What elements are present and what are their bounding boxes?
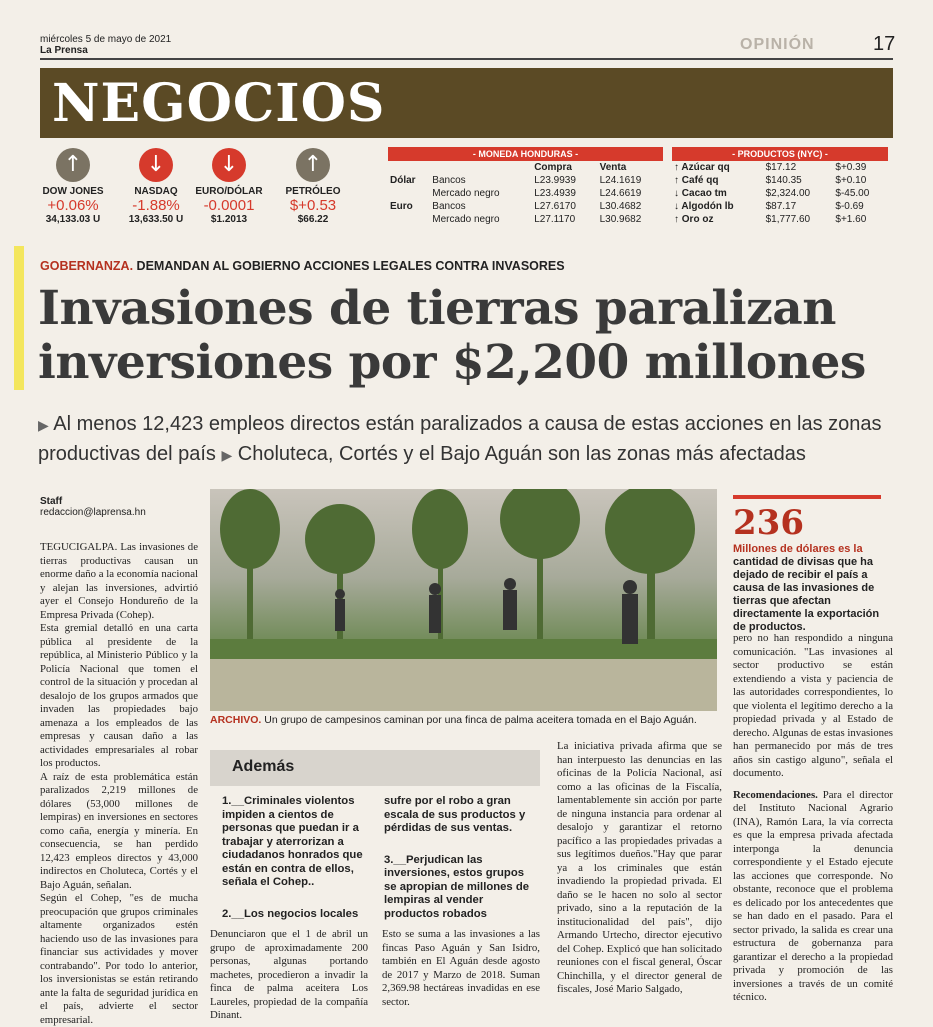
market-name: EURO/DÓLAR: [195, 186, 263, 197]
market-change: -0.0001: [203, 197, 255, 214]
section-title: NEGOCIOS: [52, 73, 386, 134]
stat-text: Millones de dólares es la cantidad de divisas que ha dejado de recibir el país a causa de las invasiones de tierras que afectan directamente la exportación de productos.: [733, 543, 880, 633]
arrow-up-icon: ↑: [296, 148, 330, 182]
market-change: +0.06%: [47, 197, 99, 214]
ademas-title: Además: [232, 758, 295, 775]
arrow-up-icon: ↑: [674, 162, 679, 173]
body-column-5: pero no han respondido a ninguna comunicación. "Las invasiones al sector productivo se están extendiendo a vista y paciencia de las autoridades correspondientes, lo que violenta el legítimo derecho a la propiedad privada y al Estado de derecho. Algunas de estas invasiones han permanecido por más de tres años sin castigo alguno", señala el documento. Recomendaciones. Para el director del Instituto Nacional Agrario (INA), Ramón Lara, la vía correcta es que la empresa privada afectada interponga la denuncia correspondiente y el Estado ejecute las acciones que corresponde. No obstante, reconoce que el problema es delicado por los antecedentes que se han dado en el pasado. Para el sector privado, la salida es crear una estructura de gobernanza para garantizar el derecho a la propiedad privada y promoción de las inversiones a través de un comité técnico.: [733, 632, 893, 1003]
news-photo: [210, 489, 717, 711]
arrow-up-icon: ↑: [56, 148, 90, 182]
table-row: ↓ Cacao tm $2,324.00 $-45.00: [674, 188, 870, 199]
market-level: $1.2013: [210, 214, 248, 225]
headline: Invasiones de tierras paralizan inversiones por $2,200 millones: [38, 281, 866, 390]
arrow-up-icon: ↑: [674, 175, 679, 186]
triangle-bullet-icon: ▶: [38, 417, 49, 433]
table-row: ↓ Algodón lb $87.17 $-0.69: [674, 201, 864, 212]
table-row: ↑ Azúcar qq $17.12 $+0.39: [674, 162, 867, 173]
stat-rule: [733, 495, 881, 499]
market-name: PETRÓLEO: [285, 186, 341, 197]
table-row: ↑ Oro oz $1,777.60 $+1.60: [674, 214, 867, 225]
arrow-down-icon: ↓: [674, 188, 679, 199]
products-table: [672, 147, 888, 226]
market-level: 34,133.03 U: [45, 214, 101, 225]
market-level: 13,633.50 U: [128, 214, 184, 225]
market-euro-dolar: [190, 148, 268, 225]
masthead-date: miércoles 5 de mayo de 2021: [40, 34, 172, 45]
ademas-column-1: 1.__Criminales violentos impiden a cientos de personas que puedan ir a trabajar y aterrorizan a ciudadanos honrados que están en contra de ellos, señala el Cohep.. 2.__Los negocios locales: [222, 795, 363, 920]
market-petroleo: [274, 148, 352, 225]
table-row: ↑ Café qq $140.35 $+0.10: [674, 175, 867, 186]
byline: Staff redaccion@laprensa.hn: [40, 496, 146, 518]
table-row: Euro Bancos L27.6170 L30.4682: [390, 201, 642, 212]
arrow-down-icon: ↓: [139, 148, 173, 182]
market-change: $+0.53: [289, 197, 337, 214]
currency-header: - MONEDA HONDURAS -: [388, 147, 663, 161]
market-dow-jones: [34, 148, 112, 225]
products-header: - PRODUCTOS (NYC) -: [672, 147, 888, 161]
body-column-3: Denunciaron que el 1 de abril un grupo de aproximadamente 200 personas, algunas portando machetes, procedieron a invadir la finca de palma aceitera Los Laureles, propiedad de la compañía Dinant. Esto se suma a las invasiones a las fincas Paso Aguán y San Isidro, también en El Aguán desde agosto de 2017 y Marzo de 2018. Suman 2,369.98 hectáreas invadidas en ese sector.: [210, 928, 540, 1021]
table-row: Dólar Bancos L23.9939 L24.1619: [390, 175, 642, 186]
arrow-down-icon: ↓: [212, 148, 246, 182]
masthead-publication: La Prensa: [40, 45, 88, 56]
photo-illustration: [210, 489, 717, 711]
table-row: Mercado negro L23.4939 L24.6619: [432, 188, 642, 199]
stat-number: 236: [733, 503, 804, 543]
top-rule: [40, 58, 893, 60]
arrow-down-icon: ↓: [674, 201, 679, 212]
triangle-bullet-icon: ▶: [221, 447, 233, 463]
arrow-up-icon: ↑: [674, 214, 679, 225]
market-change: -1.88%: [132, 197, 180, 214]
body-column-4: La iniciativa privada afirma que se han interpuesto las denuncias en las oficinas de la Policía Nacional, así como a las oficinas de la Fiscalía, lamentablemente sin acción por parte de ninguna instancia para ordenar al desalojo y garantizar el retorno pacífico a las propiedades privadas a sus legítimos dueños."Hay que parar ya a los criminales que están invadiendo la propiedad privada. El daño se le hacen no solo al sector privado, sino a la reputación de la institucionalidad del país", dijo Armando Urtecho, director ejecutivo del Cohep. Explicó que han solicitado reuniones con el fiscal general, Óscar Chinchilla, y el director general de fiscales, José Mario Salgado,: [557, 740, 722, 995]
highlighter-mark: [14, 246, 24, 390]
body-column-1: TEGUCIGALPA. Las invasiones de tierras productivas causan un enorme daño a la economía nacional y alejan las inversiones, advirtió ayer el Consejo Hondureño de la Empresa Privada (Cohep). Esta gremial detalló en una carta pública al presidente de la república, al Ministerio Público y la Policía Nacional que tomen el control de la situación y procedan al desalojo de los grupos armados que invaden las propiedades bajo amenaza a los empleados de las empresas y causan daño a las actividades empresariales al robar los productos. A raíz de esta problemática están paralizados 2,219 millones de dólares (53,000 millones de lempiras) en inversiones en sectores como caña, energía y minería. En consecuencia, se han perdido 12,423 empleos directos y 43,000 indirectos en Choluteca, Cortés y el Bajo Aguán, señalan. Según el Cohep, "es de mucha preocupación que grupos criminales altamente organizados estén haciendo uso de las invasiones para financiar sus actividades y mover contrabando". Por todo lo anterior, los inversionistas se están retirando ante la falta de seguridad jurídica en el país, advierte el sector empresarial.: [40, 541, 198, 1026]
ademas-column-2: sufre por el robo a gran escala de sus productos y pérdidas de sus ventas. 3.__Perjudican las inversiones, estos grupos se apropian de millones de lempiras al vender productos robados: [384, 795, 530, 920]
page-number: 17: [873, 33, 896, 55]
ghost-section-label: OPINIÓN: [740, 36, 815, 53]
market-name: DOW JONES: [42, 186, 104, 197]
market-name: NASDAQ: [134, 186, 178, 197]
col-buy: Compra: [534, 162, 572, 173]
col-sell: Venta: [599, 162, 627, 173]
currency-table: [388, 147, 663, 226]
market-level: $66.22: [297, 214, 329, 225]
photo-caption: ARCHIVO. Un grupo de campesinos caminan por una finca de palma aceitera tomada en el Bajo Aguán.: [210, 714, 697, 726]
kicker: GOBERNANZA. DEMANDAN AL GOBIERNO ACCIONES LEGALES CONTRA INVASORES: [40, 259, 565, 273]
table-row: Mercado negro L27.1170 L30.9682: [432, 214, 642, 225]
deck: ▶ Al menos 12,423 empleos directos están paralizados a causa de estas acciones en las zonas productivas del país ▶ Choluteca, Cortés y el Bajo Aguán son las zonas más afectadas: [38, 413, 882, 465]
market-nasdaq: [117, 148, 195, 225]
